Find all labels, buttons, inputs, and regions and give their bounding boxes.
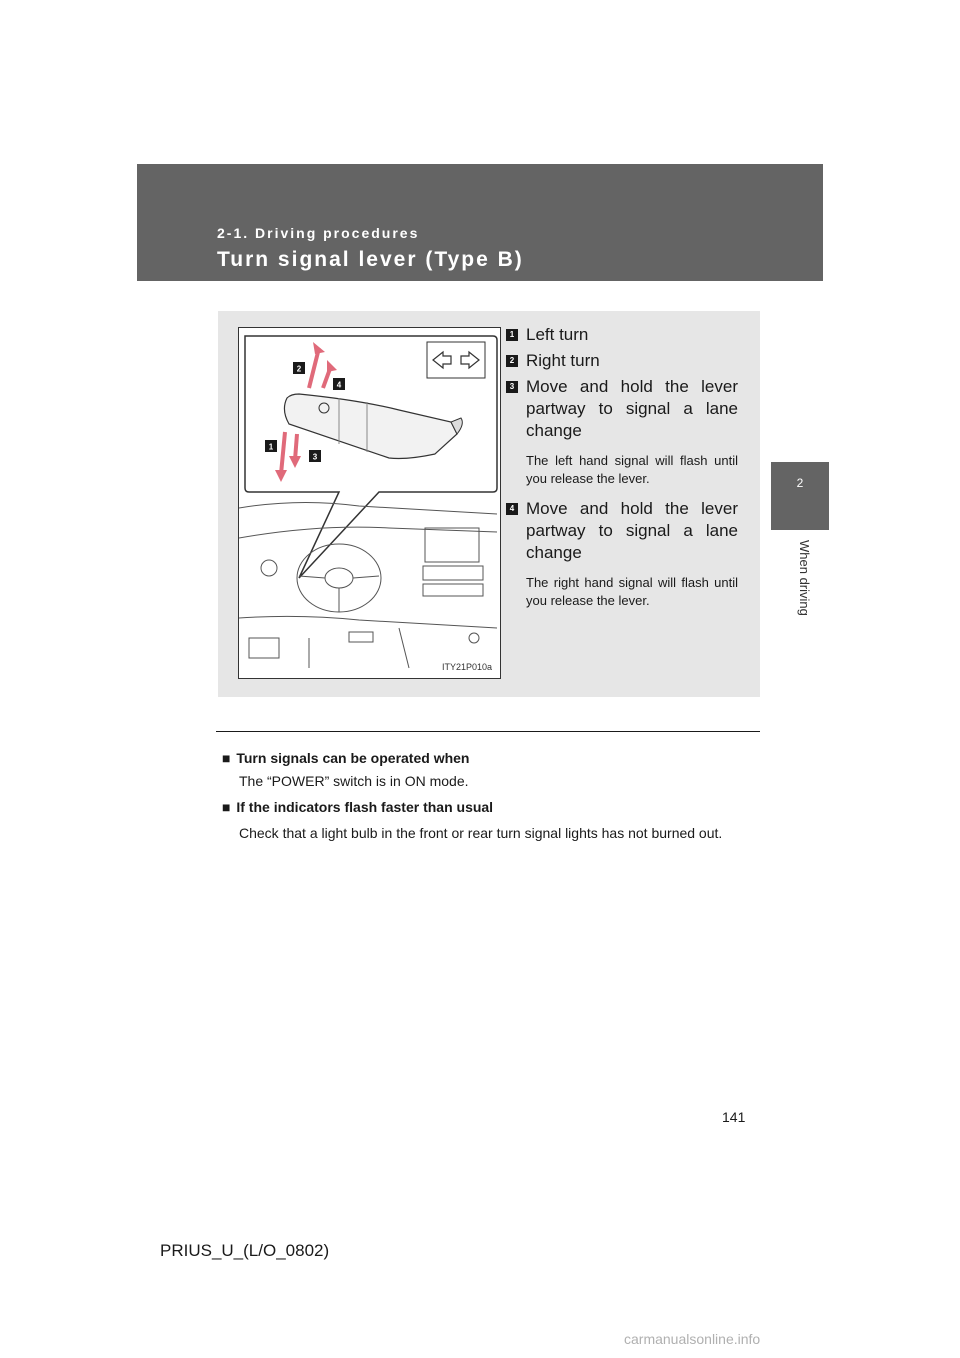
- section-header: [137, 164, 823, 281]
- chapter-number: 2: [796, 476, 804, 490]
- lever-diagram: [239, 328, 500, 678]
- note-heading-text: If the indicators flash faster than usual: [236, 799, 494, 815]
- legend-text: Move and hold the lever partway to signal a lane change: [526, 499, 738, 562]
- figure-code: ITY21P010a: [442, 662, 493, 672]
- dashboard-sketch: [239, 502, 497, 668]
- section-divider: [216, 731, 760, 732]
- legend-note: The left hand signal will flash until you release the lever.: [526, 453, 738, 486]
- legend-text: Move and hold the lever partway to signal a lane change: [526, 377, 738, 440]
- callout-3-number: 3: [312, 452, 318, 462]
- watermark: carmanualsonline.info: [624, 1331, 761, 1347]
- legend-number-badge: 3: [506, 381, 518, 393]
- legend-number-badge: 4: [506, 503, 518, 515]
- legend-text: Left turn: [526, 325, 589, 344]
- legend-item-3: [506, 376, 738, 496]
- page-title: Turn signal lever (Type B): [217, 248, 524, 271]
- callout-2-number: 2: [296, 364, 302, 374]
- legend-number-badge: 1: [506, 329, 518, 341]
- legend-item-2: [506, 350, 738, 372]
- document-code: PRIUS_U_(L/O_0802): [160, 1241, 330, 1260]
- turn-indicator-box: [427, 342, 485, 378]
- note-heading-1: [222, 750, 469, 766]
- page-number: 141: [722, 1109, 746, 1125]
- section-label: 2-1. Driving procedures: [217, 225, 420, 241]
- note-heading-text: Turn signals can be operated when: [236, 750, 470, 766]
- note-marker: ■: [222, 750, 231, 766]
- callout-1-number: 1: [268, 442, 274, 452]
- legend-item-1: [506, 324, 738, 346]
- chapter-tab: [771, 462, 829, 530]
- legend-item-4: [506, 498, 738, 618]
- legend-note: The right hand signal will flash until you release the lever.: [526, 575, 738, 608]
- turn-signal-illustration: [238, 327, 501, 679]
- legend-text: Right turn: [526, 351, 600, 370]
- note-body-2: Check that a light bulb in the front or rear turn signal lights has not burned out.: [239, 825, 723, 841]
- legend-number-badge: 2: [506, 355, 518, 367]
- note-marker: ■: [222, 799, 231, 815]
- note-body-1: The “POWER” switch is in ON mode.: [239, 773, 469, 789]
- chapter-title: When driving: [797, 540, 812, 616]
- note-heading-2: [222, 799, 493, 815]
- callout-4-number: 4: [336, 380, 342, 390]
